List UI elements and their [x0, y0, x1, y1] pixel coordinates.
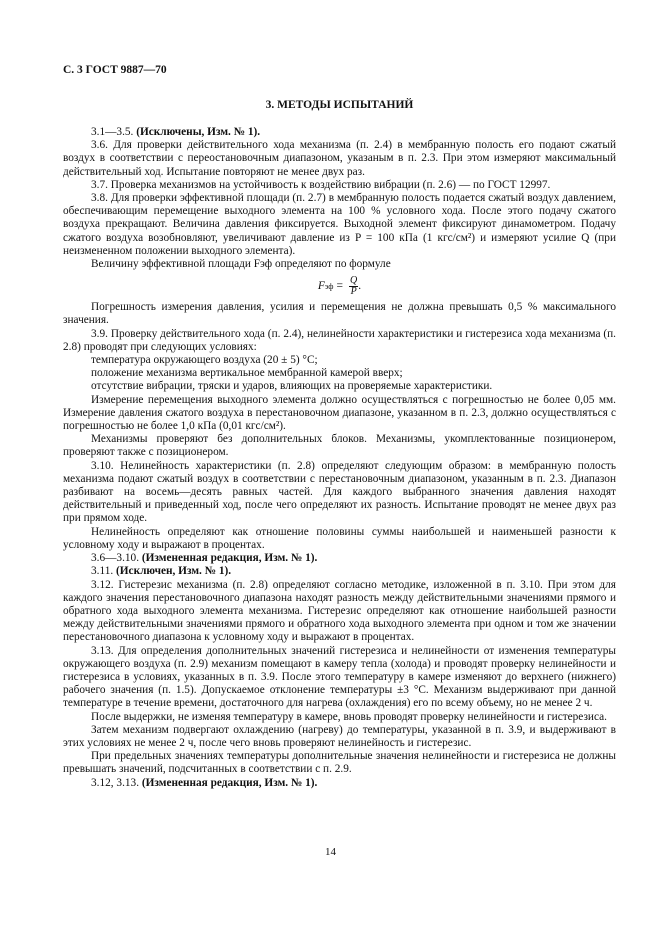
condition-item: положение механизма вертикальное мембранной камерой вверх; — [91, 367, 403, 380]
paragraph-3-9: 3.9. Проверку действительного хода (п. 2.4), нелинейности характеристики и гистерезиса хода механизма (п. 2.8) проводят при следующих условиях: — [63, 327, 616, 353]
section-title: 3. МЕТОДЫ ИСПЫТАНИЙ — [265, 99, 414, 111]
paragraph: При предельных значениях температуры дополнительные значения нелинейности и гистерезиса не должны превышать значений, подсчитанных в соответствии с п. 2.9. — [63, 750, 616, 776]
paragraph-3-13: 3.13. Для определения дополнительных значений гистерезиса и нелинейности от изменения температуры окружающего воздуха (п. 2.9) механизм помещают в камеру тепла (холода) и проводят проверку нелинейности и гистерезиса в условиях, указанных в п. 3.9. После этого температуру в камере изменяют до верхнего (нижнего) рабочего значения (п. 1.5). Допускаемое отклонение температуры ±3 °С. Механизм выдерживают при данной температуре в течение времени, достаточного для нагрева (охлаждения) его по всему объему, но не менее 2 ч. — [63, 644, 616, 710]
formula-fraction: $\frac{Q}{P}$ — [350, 274, 358, 297]
paragraph-3-10: 3.10. Нелинейность характеристики (п. 2.8) определяют следующим образом: в мембранную полость механизма подают сжатый воздух в соответствии с перестановочным диапазоном, указанным в п. 2.3. Диапазон разбивают на восемь—десять равных частей. Для каждого выбранного значения давления находят действительный и приведенный ход, после чего определяют их разность. Испытание проводят не менее двух раз при прямом ходе. — [63, 459, 616, 525]
amendment-note: 3.12, 3.13. (Измененная редакция, Изм. № 1). — [91, 776, 318, 789]
paragraph: Затем механизм подвергают охлаждению (нагреву) до температуры, указанной в п. 3.9, и выдерживают в этих условиях не менее 2 ч, после чего вновь проверяют нелинейность и гистерезис. — [63, 723, 616, 749]
page-number: 14 — [325, 846, 336, 858]
paragraph: Нелинейность определяют как отношение половины суммы наибольшей и наименьшей разности к условному ходу и выражают в процентах. — [63, 525, 616, 551]
document-body — [63, 126, 616, 790]
paragraph: Измерение перемещения выходного элемента должно осуществляться с погрешностью не более 0,05 мм. Измерение давления сжатого воздуха в перестановочном диапазоне, указанном в п. 2.3, должно осуществляться с погрешностью не более 1,0 кПа (0,01 кгс/см²). — [63, 393, 616, 433]
paragraph-3-6: 3.6. Для проверки действительного хода механизма (п. 2.4) в мембранную полость его подают сжатый воздух в соответствии с переостановочным диапазоном, указаным в п. 2.3. При этом измеряют максимальный действительный ход. Испытание повторяют не менее двух раз. — [63, 139, 616, 178]
formula: F эф = $\frac{Q}{P}$ . — [317, 274, 362, 297]
condition-item: отсутствие вибрации, тряски и ударов, влияющих на проверяемые характеристики. — [91, 380, 493, 393]
condition-item: температура окружающего воздуха (20 ± 5) °С; — [91, 354, 318, 367]
amendment-note: 3.6—3.10. (Измененная редакция, Изм. № 1). — [91, 552, 318, 565]
paragraph-3-11: 3.11. (Исключен, Изм. № 1). — [91, 565, 232, 578]
paragraph-formula-intro: Величину эффективной площади Fэф определяют по формуле — [91, 258, 391, 271]
paragraph-3-12: 3.12. Гистерезис механизма (п. 2.8) определяют согласно методике, изложенной в п. 3.10. При этом для каждого значения перестановочного диапазона находят разность между действительными значениями прямого и обратного хода выходного элемента механизма. Гистерезис определяют как отношение наибольшей разности между действительными значениями прямого и обратного хода выходного элемента при одном и том же значении перестановочного диапазона к условному ходу и выражают в процентах. — [63, 578, 616, 644]
paragraph: Механизмы проверяют без дополнительных блоков. Механизмы, укомплектованные позиционером, проверяют также с позиционером. — [63, 433, 616, 459]
paragraph: Погрешность измерения давления, усилия и перемещения не должна превышать 0,5 % максимального значения. — [63, 301, 616, 327]
paragraph-3-7: 3.7. Проверка механизмов на устойчивость к воздействию вибрации (п. 2.6) — по ГОСТ 12997. — [91, 178, 551, 191]
paragraph-3-1: 3.1—3.5. (Исключены, Изм. № 1). — [91, 126, 261, 138]
paragraph-3-8: 3.8. Для проверки эффективной площади (п. 2.7) в мембранную полость подается сжатый воздух давлением, обеспечивающим перемещение выходного элемента на 100 % условного хода. После этого подачу сжатого воздуха прекращают. Величина давления фиксируется. Выходной элемент фиксируют динамометром. Подачу сжатого воздуха возобновляют, увеличивают давление из P = 100 кПа (1 кгс/см²) и измеряют усилие Q (при неизмененном положении выходного элемента). — [63, 192, 616, 257]
paragraph: После выдержки, не изменяя температуру в камере, вновь проводят проверку нелинейности и гистерезиса. — [91, 710, 607, 723]
page-header: С. 3 ГОСТ 9887—70 — [63, 64, 167, 76]
